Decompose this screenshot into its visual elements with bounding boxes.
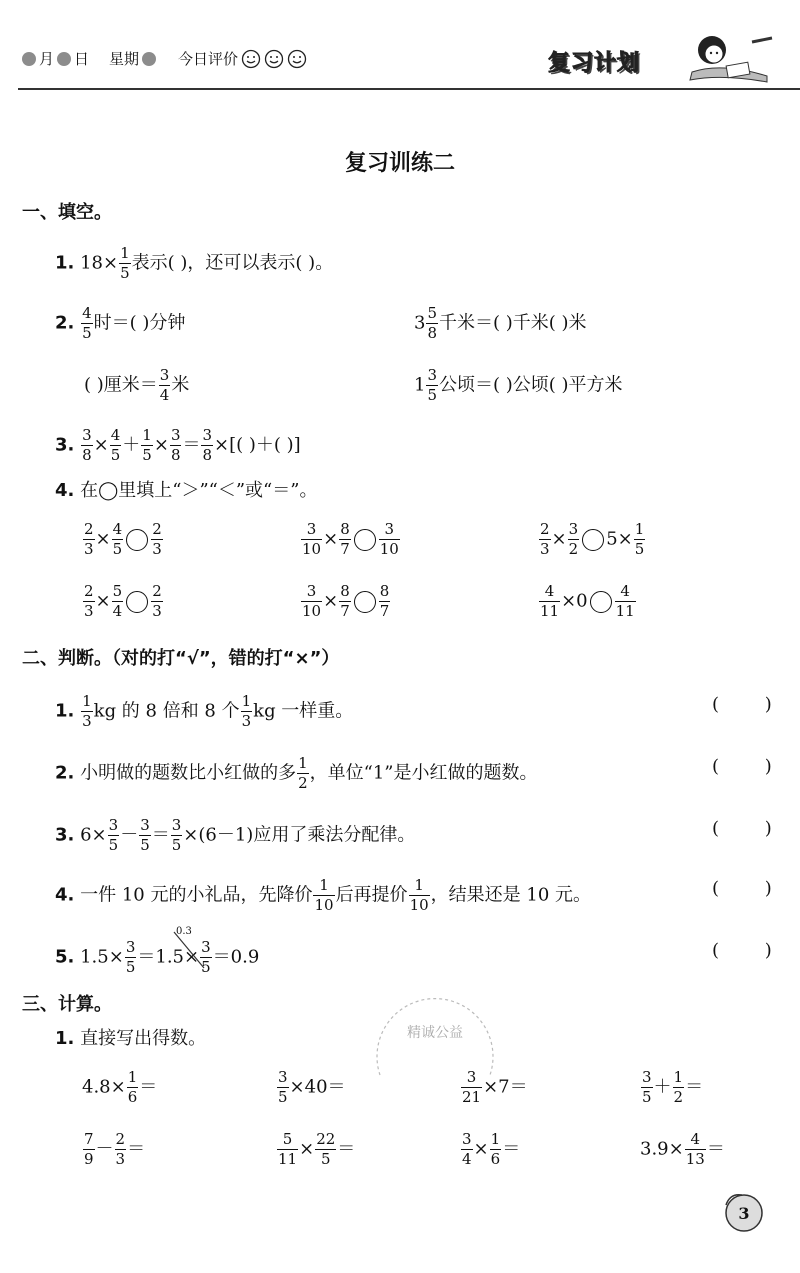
- fraction: $\frac{3}{8}$: [82, 426, 92, 464]
- fill-q4: [55, 482, 317, 500]
- fraction: $\frac{3}{8}$: [202, 426, 213, 464]
- smiley-icon: [287, 49, 307, 69]
- fraction: $\frac{1}{5}$: [120, 244, 130, 282]
- calc-item: $\frac{5}{11}$ × $\frac{22}{5}$ ＝: [278, 1130, 356, 1168]
- watermark-stamp: [360, 965, 510, 1095]
- fill-q3: 3. $\frac{3}{8}$ × $\frac{4}{5}$ ＋ $\frac{1}{5}$ × $\frac{3}{8}$ ＝ $\frac{3}{8}$ ×[( )＋( )]: [55, 426, 301, 464]
- answer-parentheses[interactable]: ( ): [712, 818, 772, 839]
- brand-title: 复习计划: [548, 51, 641, 76]
- answer-circle[interactable]: [582, 529, 604, 551]
- calc-q1: 1. 直接写出得数。: [55, 1028, 207, 1049]
- compare-item: $\frac{2}{3}$ × $\frac{4}{5}$ $\frac{2}{3}$: [84, 520, 162, 558]
- fraction: $\frac{1}{5}$: [142, 426, 152, 464]
- whole-number: 1: [414, 374, 426, 396]
- question-number: 4.: [55, 480, 75, 501]
- calc-item: $\frac{3}{21}$ ×7＝: [462, 1068, 528, 1106]
- date-rating-bar: [22, 48, 307, 69]
- compare-item: $\frac{3}{10}$ × $\frac{8}{7}$ $\frac{3}{10}$: [302, 520, 399, 558]
- answer-circle[interactable]: [354, 591, 376, 613]
- fill-q2-row1b: [414, 306, 587, 341]
- q2-text: ( )厘米＝: [84, 374, 158, 396]
- calc-item: 3.9× $\frac{4}{13}$ ＝: [640, 1130, 725, 1168]
- page-header: [0, 0, 800, 92]
- rating-label: 今日评价: [178, 50, 239, 68]
- judge-q3: 3. 6× $\frac{3}{5}$ － $\frac{3}{5}$ ＝ $\frac{3}{5}$ ×(6－1)应用了乘法分配律。: [55, 816, 416, 854]
- page-title: 复习训练二: [344, 151, 455, 176]
- answer-parentheses[interactable]: ( ): [712, 694, 772, 715]
- question-number: 2.: [55, 312, 75, 334]
- fraction: $\frac{3}{4}$: [159, 366, 170, 404]
- fraction: $\frac{3}{8}$: [170, 426, 181, 464]
- fill-q2-row1a: [55, 306, 185, 341]
- month-blank: [22, 52, 36, 66]
- question-number: 3.: [55, 434, 75, 456]
- q2-text: 千米＝( )千米( )米: [439, 312, 587, 334]
- q3-tail: ×[( )＋( )]: [214, 434, 301, 456]
- calc-item: 4.8× $\frac{1}{6}$ ＝: [82, 1068, 158, 1106]
- answer-circle[interactable]: [126, 529, 148, 551]
- q4-text: 在◯里填上“＞”“＜”或“＝”。: [80, 480, 318, 501]
- q1-text-b: 表示( )，还可以表示( )。: [131, 252, 334, 274]
- answer-parentheses[interactable]: ( ): [712, 756, 772, 777]
- fraction: $\frac{3}{5}$: [427, 366, 437, 404]
- smiley-icon: [241, 49, 261, 69]
- girl-reading-icon: [672, 30, 782, 88]
- fill-q2-row2b: [414, 368, 623, 403]
- q2-text: 公顷＝( )公顷( )平方米: [439, 374, 623, 396]
- judge-q2: 2. 小明做的题数比小红做的多 $\frac{1}{2}$ ，单位“1”是小红做的题数。: [55, 754, 538, 792]
- week-label: 星期: [109, 50, 140, 68]
- week-blank: [142, 52, 156, 66]
- q1-text-a: 18×: [80, 252, 119, 274]
- answer-circle[interactable]: [590, 591, 612, 613]
- handwritten-note: 0.3: [176, 926, 192, 937]
- answer-parentheses[interactable]: ( ): [712, 878, 772, 899]
- question-number: 1.: [55, 252, 75, 274]
- smiley-icon: [264, 49, 284, 69]
- section-calc-heading: 三、计算。: [22, 994, 112, 1015]
- fraction: $\frac{4}{5}$: [110, 426, 121, 464]
- answer-circle[interactable]: [126, 591, 148, 613]
- section-fill-heading: 一、填空。: [22, 202, 112, 223]
- strike-mark: [170, 928, 210, 972]
- calc-item: $\frac{3}{5}$ ×40＝: [278, 1068, 346, 1106]
- fill-q1: [55, 246, 333, 281]
- compare-item: $\frac{3}{10}$ × $\frac{8}{7}$ $\frac{8}{7}$: [302, 582, 390, 620]
- compare-item: $\frac{2}{3}$ × $\frac{5}{4}$ $\frac{2}{3}$: [84, 582, 162, 620]
- judge-q1: 1. $\frac{1}{3}$ kg 的 8 倍和 8 个 $\frac{1}{3}$ kg 一样重。: [55, 692, 354, 730]
- month-label: 月: [39, 50, 55, 68]
- fraction: $\frac{5}{8}$: [427, 304, 437, 342]
- whole-number: 3: [414, 312, 426, 334]
- svg-text:精诚公益: 精诚公益: [407, 1025, 463, 1041]
- q2-text: 时＝( )分钟: [93, 312, 186, 334]
- calc-item: $\frac{3}{5}$ ＋ $\frac{1}{2}$ ＝: [642, 1068, 704, 1106]
- calc-item: $\frac{7}{9}$ － $\frac{2}{3}$ ＝: [84, 1130, 146, 1168]
- compare-item: $\frac{4}{11}$ ×0 $\frac{4}{11}$: [540, 582, 635, 620]
- compare-item: $\frac{2}{3}$ × $\frac{3}{2}$ 5× $\frac{1}{5}$: [540, 520, 645, 558]
- header-divider: [18, 88, 800, 90]
- fraction: $\frac{4}{5}$: [82, 304, 92, 342]
- answer-parentheses[interactable]: ( ): [712, 940, 772, 961]
- day-blank: [57, 52, 71, 66]
- section-judge-heading: 二、判断。（对的打“√”，错的打“×”）: [22, 648, 340, 669]
- day-label: 日: [74, 50, 90, 68]
- judge-q4: 4. 一件 10 元的小礼品，先降价 $\frac{1}{10}$ 后再提价 $\frac{1}{10}$ ，结果还是 10 元。: [55, 876, 592, 914]
- q2-text: 米: [171, 374, 190, 396]
- svg-text:3: 3: [738, 1204, 750, 1223]
- page-number-badge: [712, 1185, 772, 1235]
- calc-item: $\frac{3}{4}$ × $\frac{1}{6}$ ＝: [462, 1130, 521, 1168]
- fill-q2-row2a: [84, 368, 189, 403]
- judge-q5: 5. 1.5× $\frac{3}{5}$ ＝1.5× $\frac{3}{5}$ ＝0.9: [55, 938, 260, 976]
- answer-circle[interactable]: [354, 529, 376, 551]
